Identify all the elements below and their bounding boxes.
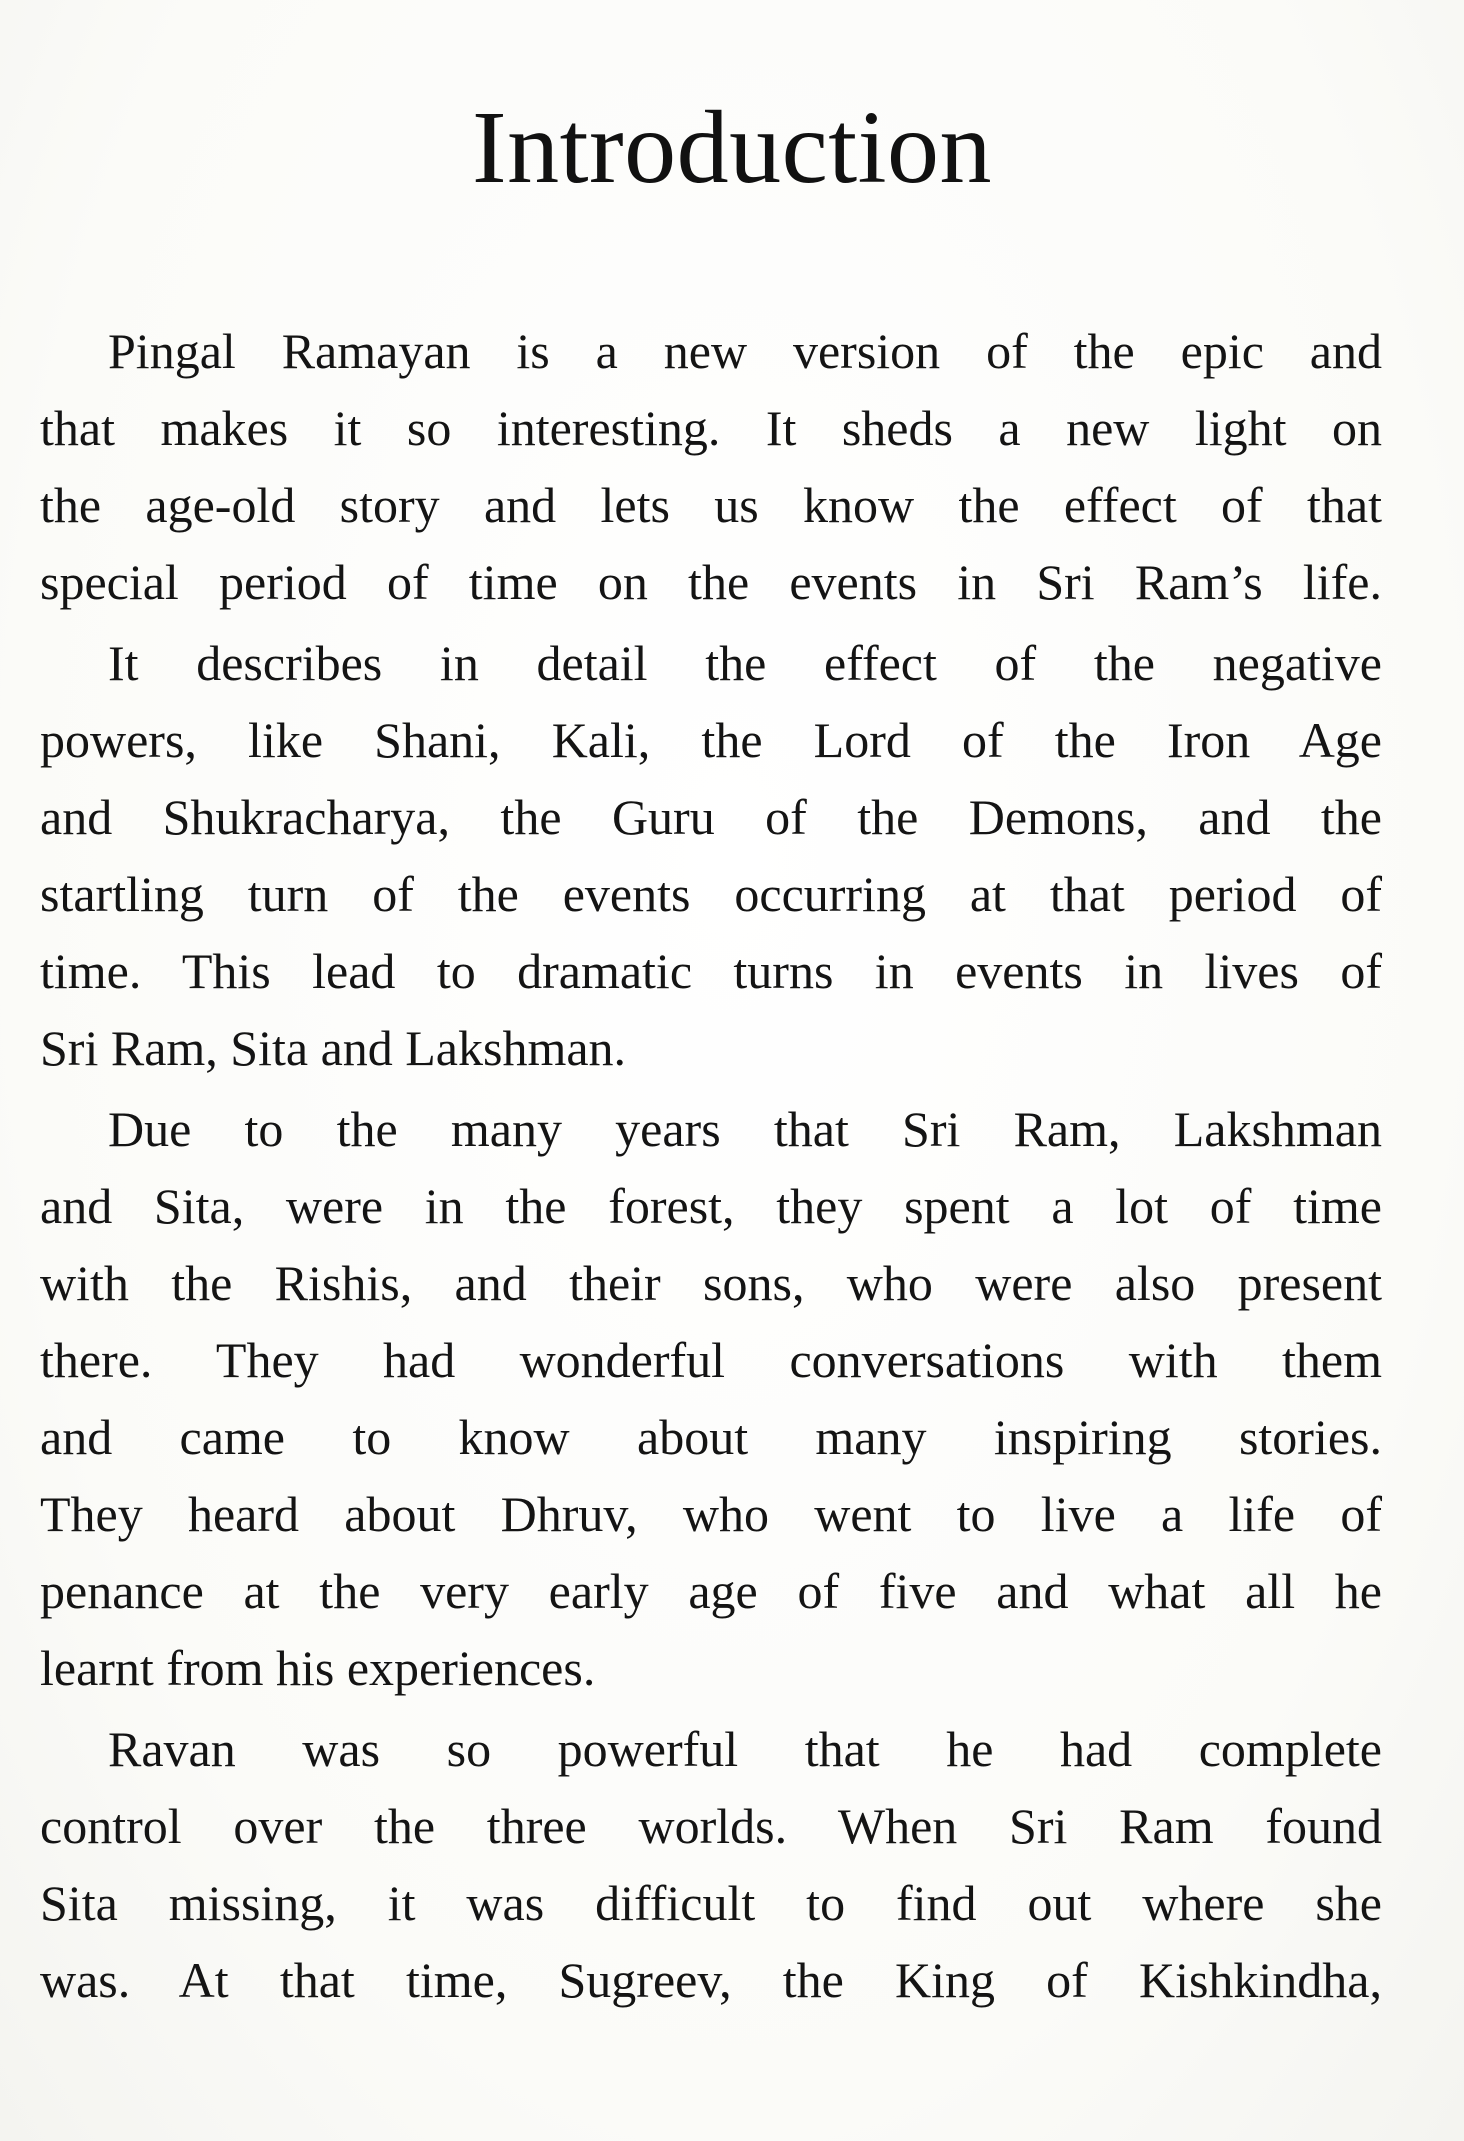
paragraph-4: [40, 1711, 1382, 2019]
text-line: was. At that time, Sugreev, the King of Kishkindha,: [40, 1952, 1382, 2008]
text-line: Pingal Ramayan is a new version of the epic and: [108, 323, 1382, 379]
paragraph-2: [40, 625, 1382, 1087]
text-line: there. They had wonderful conversations with them: [40, 1332, 1382, 1388]
text-line: time. This lead to dramatic turns in events in lives of: [40, 943, 1382, 999]
text-line: learnt from his experiences.: [40, 1640, 596, 1696]
text-line: control over the three worlds. When Sri Ram found: [40, 1798, 1382, 1854]
text-line: and Sita, were in the forest, they spent a lot of time: [40, 1178, 1382, 1234]
text-line: special period of time on the events in Sri Ram’s life.: [40, 554, 1382, 610]
text-line: penance at the very early age of five and what all he: [40, 1563, 1382, 1619]
text-line: that makes it so interesting. It sheds a new light on: [40, 400, 1382, 456]
text-line: the age-old story and lets us know the effect of that: [40, 477, 1382, 533]
text-line: powers, like Shani, Kali, the Lord of the Iron Age: [40, 712, 1382, 768]
paragraph-3: [40, 1091, 1382, 1707]
text-line: with the Rishis, and their sons, who were also present: [40, 1255, 1382, 1311]
page-body: [40, 313, 1382, 2023]
text-line: They heard about Dhruv, who went to live a life of: [40, 1486, 1382, 1542]
text-line: Sri Ram, Sita and Lakshman.: [40, 1020, 627, 1076]
text-line: and came to know about many inspiring stories.: [40, 1409, 1382, 1465]
text-line: Sita missing, it was difficult to find out where she: [40, 1875, 1382, 1931]
text-line: Ravan was so powerful that he had complete: [108, 1721, 1382, 1777]
text-line: startling turn of the events occurring at that period of: [40, 866, 1382, 922]
text-line: It describes in detail the effect of the negative: [108, 635, 1382, 691]
text-line: and Shukracharya, the Guru of the Demons, and the: [40, 789, 1382, 845]
paragraph-1: [40, 313, 1382, 621]
page-title: Introduction: [471, 90, 993, 205]
text-line: Due to the many years that Sri Ram, Lakshman: [108, 1101, 1382, 1157]
